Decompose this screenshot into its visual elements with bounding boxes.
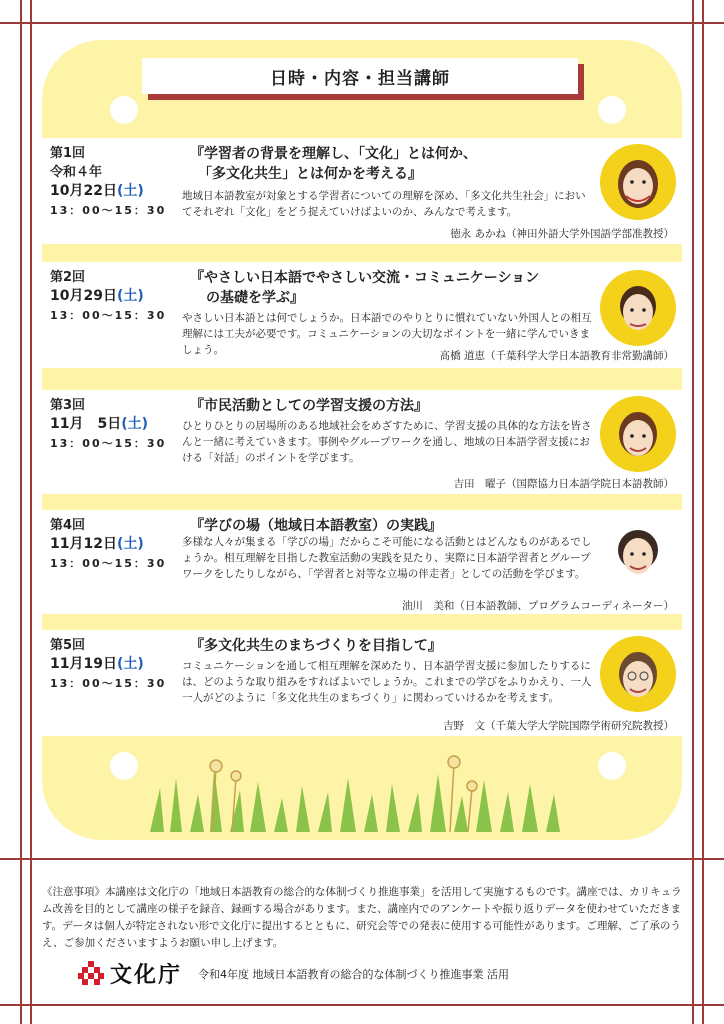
session-dow: (土) [116,183,144,199]
session-number: 第2回 [50,270,86,285]
session-title [190,144,477,184]
session-card-5 [42,630,682,736]
session-title-line1: 『学びの場（地域日本語教室）の実践』 [190,518,442,534]
session-card-2 [42,262,682,368]
session-number: 第3回 [50,398,86,413]
session-time: 13：00〜15：30 [50,204,167,217]
teacher-portrait [600,144,676,220]
session-dow: (土) [116,536,144,552]
session-description: 地域日本語教室が対象とする学習者についての理解を深め、「多文化共生社会」においてそれぞれ「文化」をどう捉えていけばよいのか、みんなで考えます。 [182,190,586,218]
session-date: 11月19日 [50,656,117,672]
session-card-1 [42,138,682,244]
decor-dot [110,752,138,780]
session-time: 13：00〜15：30 [50,437,167,450]
session-teacher: 髙橋 道恵（千葉科学大学日本語教育非常勤講師） [439,350,674,362]
session-date: 10月22日 [50,183,117,199]
frame-top-line [0,22,724,24]
session-title [190,636,442,656]
session-time: 13：00〜15：30 [50,677,167,690]
session-teacher: 徳永 あかね（神田外語大学外国語学部准教授） [450,228,674,240]
session-title-line2: の基礎を学ぶ』 [206,290,304,306]
session-dow: (土) [116,656,144,672]
footer-caption: 令和4年度 地域日本語教育の総合的な体制づくり推進事業 活用 [198,967,510,981]
session-label [50,144,166,220]
session-card-4 [42,510,682,614]
frame-left-line-2 [30,0,32,1024]
session-title-line2: 「多文化共生」とは何かを考える』 [198,166,422,182]
bunkacho-logo-icon [78,961,104,987]
decor-dot [598,752,626,780]
session-date: 10月29日 [50,288,117,304]
page-title-text: 日時・内容・担当講師 [270,68,450,89]
session-label [50,396,166,453]
bunkacho-logo-text: 文化庁 [110,963,183,988]
session-label [50,268,166,325]
session-title [190,396,428,416]
session-number: 第4回 [50,518,86,533]
session-description: やさしい日本語とは何でしょうか。日本語でのやりとりに慣れていない外国人との相互理解には工夫が必要です。コミュニケーションの大切なポイントを一緒に学んでいきましょう。 [182,312,592,356]
session-label [50,636,166,693]
session-date: 11月 5日 [50,416,122,432]
page-title [142,58,578,94]
session-time: 13：00〜15：30 [50,557,167,570]
session-title-line1: 『学習者の背景を理解し、「文化」とは何か、 [190,146,477,162]
session-date: 11月12日 [50,536,117,552]
teacher-portrait [600,514,676,590]
teacher-portrait [600,636,676,712]
session-title-line1: 『多文化共生のまちづくりを目指して』 [190,638,442,654]
session-dow: (土) [121,416,149,432]
grass-illustration [150,748,570,832]
frame-left-line [20,0,22,1024]
teacher-portrait [600,396,676,472]
session-title-line1: 『やさしい日本語でやさしい交流・コミュニケーション [190,270,540,286]
session-teacher: 吉田 曜子（国際協力日本語学院日本語教師） [453,478,674,490]
session-dow: (土) [116,288,144,304]
session-card-3 [42,390,682,494]
decor-dot [110,96,138,124]
session-teacher: 油川 美和（日本語教師、プログラムコーディネーター） [401,600,674,612]
session-title [190,516,442,536]
session-title [190,268,539,308]
session-description: ひとりひとりの居場所のある地域社会をめざすために、学習支援の具体的な方法を皆さんと一緒に考えていきます。事例やグループワークを通し、地域の日本語学習支援における「対話」のポイントを学びます。 [182,420,592,464]
session-title-line1: 『市民活動としての学習支援の方法』 [190,398,428,414]
frame-right-line [692,0,694,1024]
session-description: コミュニケーションを通して相互理解を深めたり、日本語学習支援に参加したりするには、どのような取り組みをすればよいでしょうか。これまでの学びをふりかえり、一人一人がどのように「多文化共生のまちづくり」に関わっていけるかを考えます。 [182,660,592,704]
footer [78,958,509,989]
session-number: 第1回 [50,146,86,161]
decor-dot [598,96,626,124]
session-time: 13：00〜15：30 [50,309,167,322]
session-label [50,516,166,573]
frame-right-line-2 [702,0,704,1024]
teacher-portrait [600,270,676,346]
frame-bottom-line [0,858,724,860]
session-teacher: 吉野 文（千葉大学大学院国際学術研究院教授） [443,720,674,732]
notice-text: 《注意事項》本講座は文化庁の「地域日本語教育の総合的な体制づくり推進事業」を活用して実施するものです。講座では、カリキュラム改善を目的として講座の様子を録音、録画する場合があります。また、講座内でのアンケートや振り返りデータを使わせていただきます。データは個人が特定されない形で文化庁に提出するとともに、研究会等での発表に使用する可能性があります。ご理解、ご了承のうえ、ご参加くださいますようお願い申し上げます。 [42,886,682,949]
session-description: 多様な人々が集まる「学びの場」だからこそ可能になる活動とはどんなものがあるでしょうか。相互理解を目指した教室活動の実践を見たり、実際に日本語学習者とグループワークをしたりしながら、「学習者と対等な立場の伴走者」としての活動を学びます。 [182,536,592,580]
frame-bottom-line-2 [0,1004,724,1006]
session-era: 令和４年 [50,165,103,180]
session-number: 第5回 [50,638,86,653]
